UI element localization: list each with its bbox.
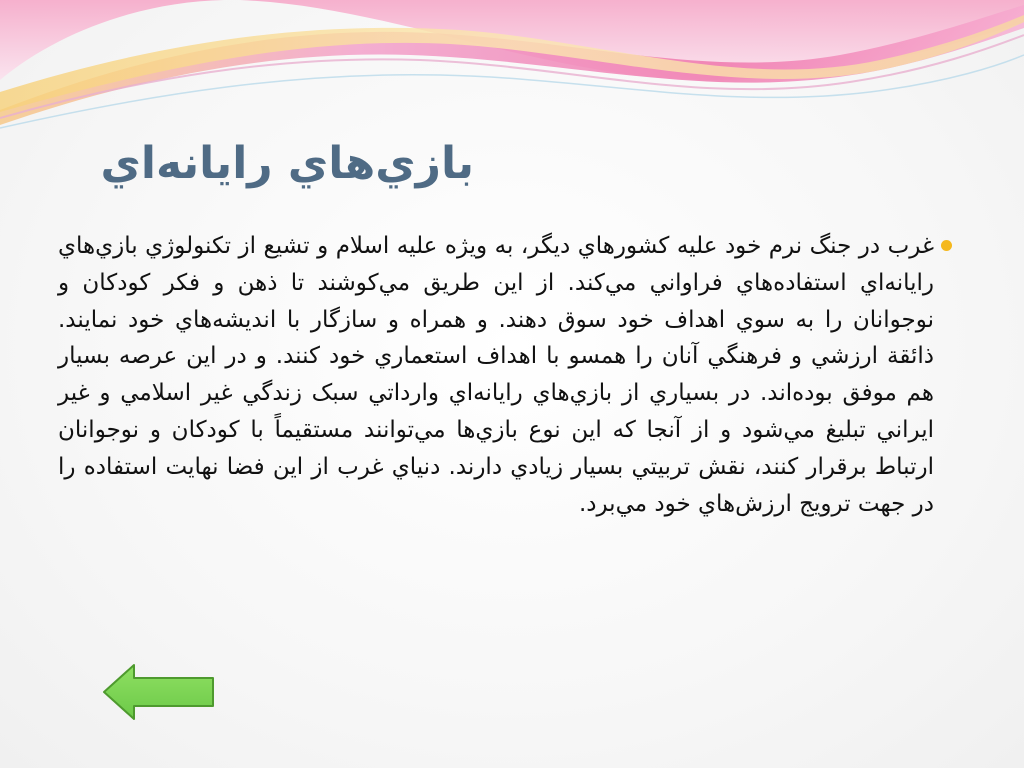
left-arrow-icon[interactable] [100, 662, 218, 722]
slide-body [58, 228, 958, 668]
bullet-icon [941, 240, 952, 251]
slide-title: بازي‌هاي رايانه‌اي [100, 138, 474, 189]
body-paragraph: غرب در جنگ نرم خود عليه كشورهاي ديگر، به ويژه عليه اسلام و تشيع از تكنولوژي بازي‌هاي رايانه‌اي استفاده‌هاي فراواني مي‌كند. از اين طريق مي‌كوشند تا ذهن و فكر كودكان و نوجوانان را به سوي اهداف خود سوق دهند. و همراه و سازگار با انديشه‌هاي خود نمايند. ذائقة ارزشي و فرهنگي آنان را همسو با اهداف استعماري خود كنند. و در اين عرصه بسيار هم موفق بوده‌اند. در بسياري از بازي‌هاي رايانه‌اي وارداتي سبک زندگي غير اسلامي و غير ايراني تبليغ مي‌شود و از آنجا كه اين نوع بازي‌ها مي‌توانند مستقيماً با كودكان و نوجوانان ارتباط برقرار كنند، نقش تربيتي بسيار زيادي دارند. دنياي غرب از اين فضا نهايت استفاده را در جهت ترويج ارزش‌هاي خود مي‌برد. [58, 233, 934, 517]
header-wave-decoration [0, 0, 1024, 140]
